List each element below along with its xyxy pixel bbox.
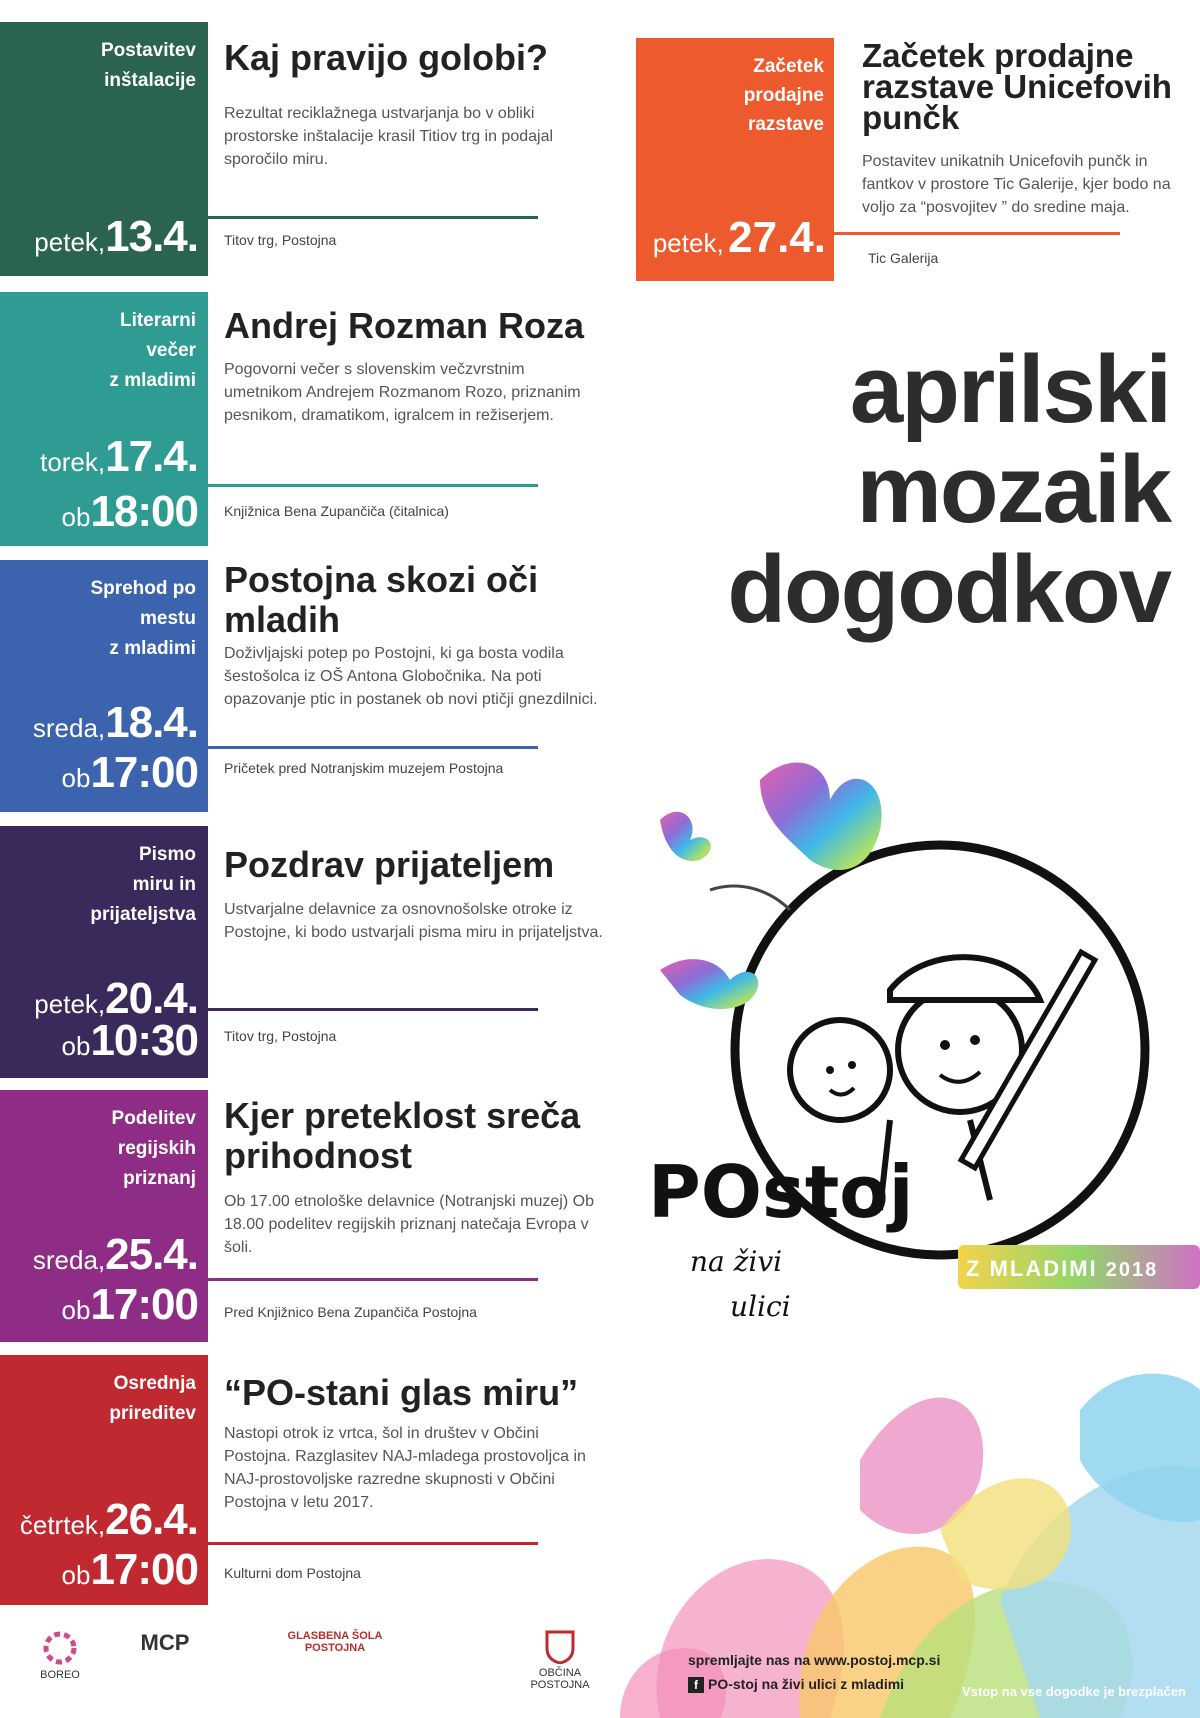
event-category-line: z mladimi <box>109 370 196 391</box>
event-description: Ob 17.00 etnološke delavnice (Notranjski muzej) Ob 18.00 podelitev regijskih priznanj natečaja Evropa v šoli. <box>224 1193 594 1256</box>
featured-place: Tic Galerija <box>868 250 939 266</box>
event-date-box <box>0 826 208 1078</box>
featured-title: Začetek prodajne razstave Unicefovih punčk <box>862 37 1172 136</box>
event-date-number: 25.4. <box>105 1230 198 1279</box>
facebook-icon: f <box>688 1677 704 1693</box>
event-date <box>33 1230 198 1280</box>
event-time <box>62 748 198 798</box>
event-divider <box>208 746 538 749</box>
footer-free-entry: Vstop na vse dogodke je brezplačen <box>962 1684 1186 1699</box>
featured-date-number: 27.4. <box>728 213 826 262</box>
event-category-line: Pismo <box>138 844 196 865</box>
event-weekday: četrtek, <box>19 1510 106 1540</box>
event-time <box>62 1545 198 1595</box>
event-place: Pričetek pred Notranjskim muzejem Postojna <box>224 760 504 776</box>
brand-tag-text: Z MLADIMI <box>966 1256 1098 1281</box>
event-place: Knjižnica Bena Zupančiča (čitalnica) <box>224 503 449 519</box>
event-date <box>20 1495 198 1545</box>
sponsor-name: GLASBENA ŠOLA POSTOJNA <box>287 1630 383 1654</box>
event-category-line: priznanj <box>123 1168 196 1189</box>
featured-category-line: Začetek <box>753 56 824 77</box>
sponsor-logos <box>20 1630 680 1690</box>
headline-line: dogodkov <box>727 536 1170 643</box>
event-date-box <box>0 22 208 276</box>
event-title: “PO-stani glas miru” <box>224 1372 579 1413</box>
event-time-value: 18:00 <box>90 487 198 536</box>
event-date <box>40 432 198 482</box>
event-date-box <box>0 560 208 812</box>
event-description: Nastopi otrok iz vrtca, šol in društev v Občini Postojna. Razglasitev NAJ-mladega prostovoljca in NAJ-prostovoljske razredne skupnosti v Občini Postojna v letu 2017. <box>224 1425 586 1511</box>
event-weekday: petek, <box>34 227 106 257</box>
event-category-line: Sprehod po <box>90 578 196 599</box>
event-category <box>6 1369 196 1429</box>
event-place: Pred Knjižnico Bena Zupančiča Postojna <box>224 1304 477 1320</box>
sponsor-logo <box>270 1630 400 1654</box>
event-time-prefix: ob <box>61 1031 91 1061</box>
event-date-box <box>0 1355 208 1605</box>
headline-line: aprilski <box>849 336 1170 443</box>
event-date-box <box>0 292 208 546</box>
featured-date <box>653 213 826 263</box>
event-category-line: Osrednja <box>113 1373 196 1394</box>
coat-of-arms-icon <box>545 1630 575 1664</box>
event-description: Pogovorni večer s slovenskim večzvrstnim umetnikom Andrejem Rozmanom Rozo, priznanim pesnikom, dramatikom, igralcem in režiserjem. <box>224 361 581 424</box>
event-weekday: petek, <box>34 989 106 1019</box>
featured-divider <box>834 232 1120 235</box>
footer-facebook[interactable] <box>688 1676 904 1693</box>
event-time <box>62 1016 198 1066</box>
event-time-prefix: ob <box>61 502 91 532</box>
event-place: Titov trg, Postojna <box>224 1028 337 1044</box>
event-time-value: 17:00 <box>90 1280 198 1329</box>
event-time-prefix: ob <box>61 1560 91 1590</box>
event-description: Rezultat reciklažnega ustvarjanja bo v obliki prostorske inštalacije krasil Titiov trg in podajal sporočilo miru. <box>224 105 554 168</box>
event-divider <box>208 216 538 219</box>
featured-description: Postavitev unikatnih Unicefovih punčk in fantkov v prostore Tic Galerije, kjer bodo na voljo za “posvojitev ” do sredine maja. <box>862 153 1171 216</box>
event-category-line: regijskih <box>117 1138 196 1159</box>
event-divider <box>208 1278 538 1281</box>
event-weekday: torek, <box>40 447 106 477</box>
event-date-number: 18.4. <box>105 698 198 747</box>
event-time <box>62 487 198 537</box>
featured-category-line: razstave <box>747 114 824 135</box>
featured-category-line: prodajne <box>743 85 824 106</box>
event-date <box>34 212 198 262</box>
sponsor-logo <box>520 1630 600 1691</box>
event-category-line: prireditev <box>109 1403 196 1424</box>
event-category <box>6 840 196 930</box>
featured-event-box <box>636 38 834 281</box>
event-time <box>62 1280 198 1330</box>
brand-tagline <box>966 1256 1158 1282</box>
event-time-prefix: ob <box>61 1295 91 1325</box>
event-place: Titov trg, Postojna <box>224 232 337 248</box>
event-divider <box>208 484 538 487</box>
facebook-label: PO-stoj na živi ulici z mladimi <box>708 1676 905 1692</box>
event-time-value: 17:00 <box>90 748 198 797</box>
event-category <box>6 1104 196 1194</box>
event-title: Kjer preteklost sreča prihodnost <box>224 1095 581 1176</box>
event-date-number: 13.4. <box>105 212 198 261</box>
event-date-number: 20.4. <box>105 974 198 1023</box>
brand-year: 2018 <box>1105 1259 1159 1281</box>
event-category-line: inštalacije <box>104 70 196 91</box>
event-weekday: sreda, <box>32 713 106 743</box>
event-category-line: miru in <box>132 874 196 895</box>
event-time-prefix: ob <box>61 763 91 793</box>
event-description: Ustvarjalne delavnice za osnovnošolske otroke iz Postojne, ki bodo ustvarjali pisma miru in prijateljstva. <box>224 901 603 941</box>
event-title: Andrej Rozman Roza <box>224 305 585 346</box>
event-category-line: večer <box>146 340 196 361</box>
sponsor-name: BOREO <box>40 1669 80 1681</box>
poster-headline <box>727 336 1170 643</box>
event-category-line: Literarni <box>119 310 196 331</box>
event-category <box>6 36 196 96</box>
featured-category <box>744 52 824 139</box>
sponsor-name: OBČINA POSTOJNA <box>530 1667 590 1691</box>
event-category-line: mestu <box>140 608 196 629</box>
brand-subline-1: na živi <box>690 1245 783 1278</box>
event-category-line: z mladimi <box>109 638 196 659</box>
event-time-value: 10:30 <box>90 1016 198 1065</box>
footer-website[interactable]: spremljajte nas na www.postoj.mcp.si <box>688 1652 941 1668</box>
boreo-icon <box>42 1630 78 1666</box>
event-title: Kaj pravijo golobi? <box>224 37 549 78</box>
event-date-number: 17.4. <box>105 432 198 481</box>
sponsor-logo <box>130 1630 200 1656</box>
featured-day: petek, <box>652 228 724 258</box>
event-time-value: 17:00 <box>90 1545 198 1594</box>
event-category-line: Podelitev <box>111 1108 196 1129</box>
brand-subline-2: ulici <box>730 1290 791 1323</box>
event-description: Doživljajski potep po Postojni, ki ga bosta vodila šestošolca iz OŠ Antona Globočnika. Na poti opazovanje ptic in postanek ob novi ptičji gnezdilnici. <box>224 645 598 708</box>
event-title: Postojna skozi oči mladih <box>224 559 539 640</box>
event-category-line: prijateljstva <box>90 904 196 925</box>
event-divider <box>208 1542 538 1545</box>
sponsor-name: MCP <box>140 1630 190 1655</box>
event-category-line: Postavitev <box>100 40 196 61</box>
event-date <box>33 698 198 748</box>
headline-line: mozaik <box>856 436 1170 543</box>
sponsor-logo <box>20 1630 100 1681</box>
event-date-number: 26.4. <box>105 1495 198 1544</box>
event-date-box <box>0 1090 208 1342</box>
event-category <box>6 574 196 664</box>
event-weekday: sreda, <box>32 1245 106 1275</box>
event-place: Kulturni dom Postojna <box>224 1565 361 1581</box>
event-category <box>6 306 196 396</box>
event-title: Pozdrav prijateljem <box>224 844 555 885</box>
event-divider <box>208 1008 538 1011</box>
brand-name: POstoj <box>648 1150 914 1234</box>
